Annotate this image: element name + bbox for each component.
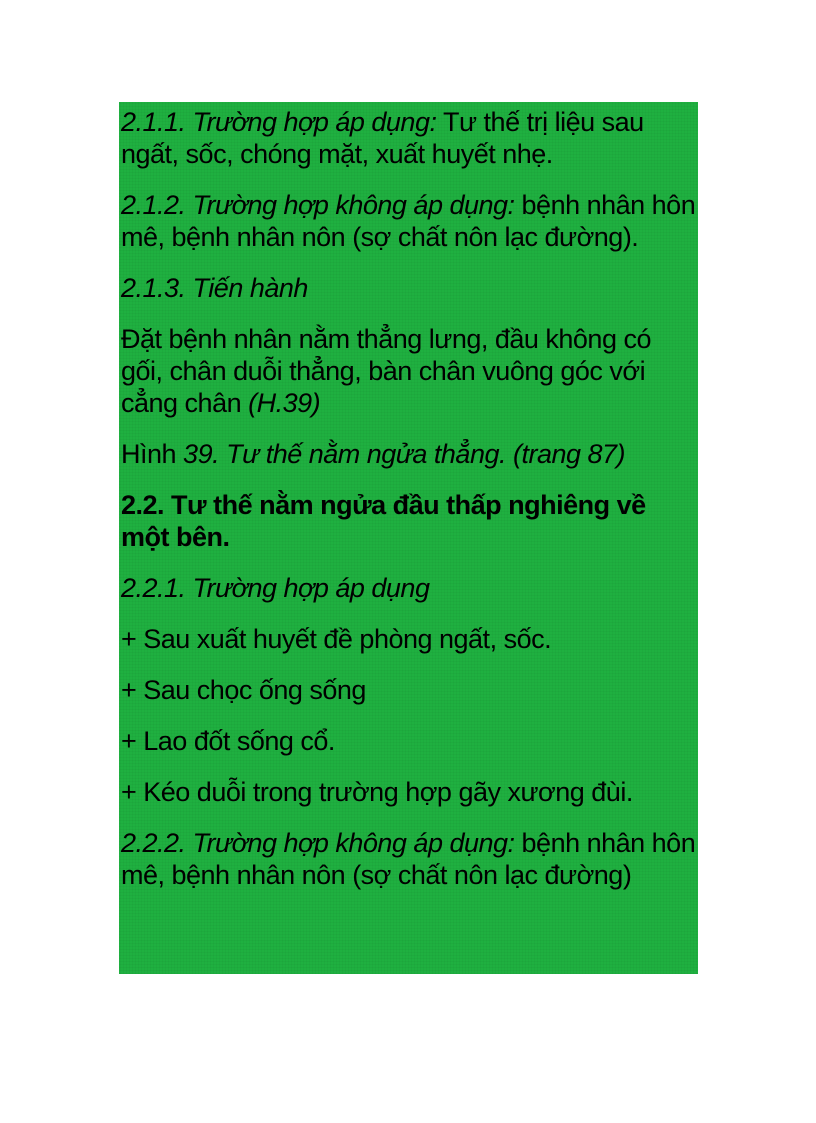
section-2-2-2	[121, 827, 698, 891]
section-2-1-3	[121, 272, 698, 304]
list-item: + Lao đốt sống cổ.	[121, 726, 335, 756]
section-text: bệnh nhân hôn mê, bệnh nhân nôn (sợ chất nôn lạc đường).	[121, 190, 696, 252]
section-text: bệnh nhân hôn mê, bệnh nhân nôn (sợ chất nôn lạc đường)	[121, 828, 696, 890]
list-item: + Sau chọc ống sống	[121, 675, 366, 705]
document-panel	[119, 102, 698, 974]
list-item: + Kéo duỗi trong trường hợp gãy xương đùi.	[121, 777, 633, 807]
procedure-text: Đặt bệnh nhân nằm thẳng lưng, đầu không có gối, chân duỗi thẳng, bàn chân vuông góc với cẳng chân	[121, 324, 651, 418]
section-label: 2.2.1. Trường hợp áp dụng	[121, 573, 430, 603]
section-label: 2.1.3. Tiến hành	[121, 273, 308, 303]
section-2-1-1	[121, 106, 698, 170]
figure-reference: (H.39)	[248, 388, 321, 418]
figure-caption-text: 39. Tư thế nằm ngửa thẳng. (trang 87)	[183, 439, 626, 469]
list-item: + Sau xuất huyết đề phòng ngất, sốc.	[121, 624, 552, 654]
section-2-1-2	[121, 189, 698, 253]
section-label: 2.2.2. Trường hợp không áp dụng:	[121, 828, 515, 858]
figure-caption	[121, 438, 698, 470]
section-label: 2.1.1. Trường hợp áp dụng:	[121, 107, 437, 137]
section-label: 2.1.2. Trường hợp không áp dụng:	[121, 190, 515, 220]
section-text: Tư thế trị liệu sau ngất, sốc, chóng mặt, xuất huyết nhẹ.	[121, 107, 644, 169]
figure-prefix: Hình	[121, 439, 184, 469]
section-2-2-1	[121, 572, 698, 604]
section-2-2-heading: 2.2. Tư thế nằm ngửa đầu thấp nghiêng về một bên.	[121, 490, 646, 552]
procedure-paragraph	[121, 323, 698, 419]
